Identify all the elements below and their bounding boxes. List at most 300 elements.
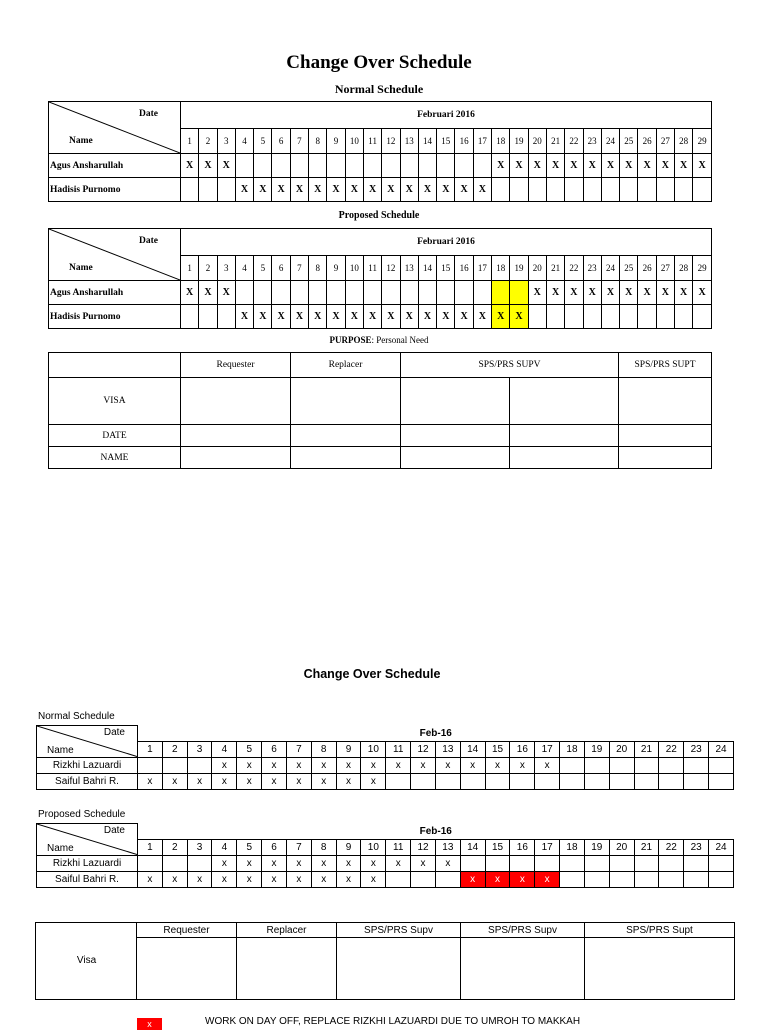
day-cell[interactable] [199,178,217,202]
day-cell[interactable]: X [235,178,253,202]
day-cell[interactable]: X [583,281,601,305]
day-header-13: 13 [435,741,460,757]
day-cell[interactable] [693,178,712,202]
date-cell[interactable] [291,425,401,447]
date-cell[interactable] [619,425,712,447]
page-title: Change Over Schedule [286,52,472,73]
day-cell[interactable] [659,871,684,887]
day-cell[interactable] [162,757,187,773]
day-cell[interactable] [400,154,418,178]
day-cell[interactable]: X [620,281,638,305]
day-cell[interactable] [510,773,535,789]
day-cell[interactable]: X [601,154,619,178]
signature-cell[interactable] [619,378,712,425]
day-cell[interactable] [528,305,546,329]
day-cell[interactable]: X [345,178,363,202]
day-cell[interactable]: X [254,178,272,202]
day-cell[interactable]: x [535,871,560,887]
day-header-15: 15 [437,256,455,281]
day-cell[interactable] [634,871,659,887]
day-header-16: 16 [455,129,473,154]
day-header-26: 26 [638,256,656,281]
day-cell[interactable]: x [138,871,163,887]
day-cell[interactable] [435,773,460,789]
day-cell[interactable] [418,154,436,178]
day-cell[interactable]: x [411,855,436,871]
day-cell[interactable] [290,154,308,178]
day-cell[interactable]: X [235,305,253,329]
day-cell[interactable]: X [181,154,199,178]
approval-table-2 [35,922,735,1000]
day-cell[interactable]: x [460,757,485,773]
day-cell[interactable]: X [528,154,546,178]
name-cell[interactable] [181,447,291,469]
employee-name: Agus Ansharullah [49,154,181,178]
day-cell[interactable]: X [693,154,712,178]
day-cell[interactable] [546,305,564,329]
day-cell[interactable]: x [262,871,287,887]
day-cell[interactable]: X [363,178,381,202]
day-header-27: 27 [656,129,674,154]
day-header-22: 22 [659,839,684,855]
day-cell[interactable]: x [336,855,361,871]
day-cell[interactable] [583,305,601,329]
day-cell[interactable] [510,281,528,305]
day-cell[interactable]: x [212,855,237,871]
day-header-15: 15 [485,741,510,757]
signature-cell[interactable] [461,938,585,1000]
day-cell[interactable]: X [510,154,528,178]
day-cell[interactable]: X [675,154,693,178]
day-cell[interactable]: x [386,757,411,773]
day-cell[interactable] [435,871,460,887]
day-cell[interactable]: x [237,871,262,887]
day-cell[interactable]: x [361,871,386,887]
day-cell[interactable] [601,178,619,202]
day-header-20: 20 [609,839,634,855]
day-header-17: 17 [473,129,491,154]
day-cell[interactable]: X [675,281,693,305]
day-cell[interactable] [546,178,564,202]
day-cell[interactable] [620,305,638,329]
day-cell[interactable] [709,757,734,773]
day-cell[interactable]: x [237,773,262,789]
day-cell[interactable] [272,281,290,305]
day-cell[interactable] [345,154,363,178]
day-header-3: 3 [187,839,212,855]
day-cell[interactable] [510,178,528,202]
signature-cell[interactable] [291,378,401,425]
schedule-row [37,871,734,887]
day-cell[interactable]: X [418,178,436,202]
day-cell[interactable]: X [199,154,217,178]
day-cell[interactable] [386,773,411,789]
day-cell[interactable]: x [262,855,287,871]
day-cell[interactable]: x [262,757,287,773]
day-cell[interactable]: X [254,305,272,329]
day-cell[interactable]: X [217,154,235,178]
day-cell[interactable] [181,305,199,329]
day-cell[interactable]: X [492,305,510,329]
day-cell[interactable] [634,773,659,789]
date-header-label: Date [103,727,125,738]
day-cell[interactable] [535,855,560,871]
day-cell[interactable]: x [237,855,262,871]
day-cell[interactable]: x [187,871,212,887]
day-cell[interactable] [565,305,583,329]
day-cell[interactable] [162,855,187,871]
day-header-14: 14 [460,741,485,757]
day-cell[interactable] [492,178,510,202]
day-cell[interactable] [309,281,327,305]
day-cell[interactable] [638,305,656,329]
signature-cell[interactable] [510,378,619,425]
month-header: Feb-16 [138,824,734,840]
day-header-6: 6 [272,256,290,281]
day-header-10: 10 [361,839,386,855]
employee-name: Agus Ansharullah [49,281,181,305]
day-cell[interactable]: x [286,757,311,773]
day-cell[interactable] [565,178,583,202]
day-cell[interactable] [675,178,693,202]
day-cell[interactable] [638,178,656,202]
day-cell[interactable] [386,871,411,887]
day-header-5: 5 [237,741,262,757]
day-cell[interactable] [656,305,674,329]
day-cell[interactable] [560,773,585,789]
day-cell[interactable] [411,773,436,789]
day-cell[interactable]: x [510,757,535,773]
purpose-line [0,335,758,345]
day-cell[interactable] [528,178,546,202]
proposed-schedule-table [48,228,712,329]
day-cell[interactable] [187,757,212,773]
day-cell[interactable] [485,855,510,871]
day-cell[interactable]: X [473,178,491,202]
day-header-5: 5 [237,839,262,855]
day-cell[interactable] [437,154,455,178]
day-cell[interactable]: X [492,154,510,178]
month-header: Feb-16 [138,726,734,742]
proposed-schedule-label-2: Proposed Schedule [38,809,126,820]
schedule-row [49,281,712,305]
approval-row-label-visa: Visa [76,955,97,966]
normal-schedule-label: Normal Schedule [334,82,424,96]
day-header-23: 23 [583,129,601,154]
day-cell[interactable] [609,871,634,887]
day-cell[interactable] [583,178,601,202]
day-cell[interactable]: x [435,757,460,773]
day-cell[interactable] [327,281,345,305]
day-cell[interactable]: x [286,855,311,871]
month-header: Februari 2016 [181,229,712,256]
day-cell[interactable] [560,855,585,871]
signature-cell[interactable] [401,378,510,425]
day-cell[interactable]: x [311,871,336,887]
day-cell[interactable]: X [309,178,327,202]
day-cell[interactable]: X [546,154,564,178]
day-header-10: 10 [361,741,386,757]
day-cell[interactable] [411,871,436,887]
day-cell[interactable] [345,281,363,305]
approval-corner-cell [49,353,181,378]
day-cell[interactable] [693,305,712,329]
day-cell[interactable]: x [361,855,386,871]
day-cell[interactable]: X [382,178,400,202]
day-cell[interactable] [684,757,709,773]
page-title-2: Change Over Schedule [303,667,441,681]
employee-name: Saiful Bahri R. [37,773,138,789]
signature-cell[interactable] [181,378,291,425]
day-cell[interactable] [659,855,684,871]
day-cell[interactable]: X [638,281,656,305]
day-cell[interactable] [473,154,491,178]
day-header-19: 19 [510,256,528,281]
day-header-15: 15 [485,839,510,855]
signature-cell[interactable] [137,938,237,1000]
approval-row-label-visa: VISA [49,378,181,425]
day-cell[interactable] [217,178,235,202]
day-cell[interactable] [235,281,253,305]
day-cell[interactable]: x [336,773,361,789]
day-cell[interactable]: X [363,305,381,329]
signature-cell[interactable] [337,938,461,1000]
schedule-row [37,855,734,871]
day-header-17: 17 [535,839,560,855]
day-header-20: 20 [609,741,634,757]
day-cell[interactable]: X [181,281,199,305]
day-cell[interactable] [400,281,418,305]
day-cell[interactable] [584,773,609,789]
day-header-7: 7 [286,741,311,757]
day-cell[interactable] [584,855,609,871]
day-cell[interactable]: X [309,305,327,329]
day-header-20: 20 [528,129,546,154]
day-cell[interactable]: X [583,154,601,178]
day-cell[interactable]: x [435,855,460,871]
approval-header-replacer: Replacer [291,353,401,378]
day-cell[interactable]: X [546,281,564,305]
day-cell[interactable] [659,773,684,789]
day-cell[interactable] [309,154,327,178]
day-cell[interactable]: x [138,773,163,789]
day-cell[interactable] [254,281,272,305]
day-cell[interactable] [709,855,734,871]
day-cell[interactable] [485,773,510,789]
day-cell[interactable]: x [311,773,336,789]
day-header-13: 13 [435,839,460,855]
day-cell[interactable]: x [162,871,187,887]
day-cell[interactable]: X [656,154,674,178]
day-cell[interactable]: x [411,757,436,773]
day-cell[interactable]: x [361,757,386,773]
day-cell[interactable]: X [290,178,308,202]
day-cell[interactable]: x [311,855,336,871]
day-cell[interactable]: X [272,178,290,202]
day-cell[interactable] [634,855,659,871]
day-cell[interactable] [535,773,560,789]
day-cell[interactable]: X [217,281,235,305]
signature-cell[interactable] [237,938,337,1000]
day-cell[interactable] [290,281,308,305]
day-header-19: 19 [584,741,609,757]
day-cell[interactable] [418,281,436,305]
day-cell[interactable]: X [437,305,455,329]
day-cell[interactable]: X [418,305,436,329]
day-cell[interactable]: X [528,281,546,305]
day-cell[interactable]: X [656,281,674,305]
name-cell[interactable] [510,447,619,469]
day-header-12: 12 [382,129,400,154]
day-cell[interactable]: X [400,305,418,329]
day-cell[interactable]: X [473,305,491,329]
day-cell[interactable] [363,281,381,305]
day-cell[interactable]: x [535,757,560,773]
day-cell[interactable]: x [212,773,237,789]
day-header-14: 14 [460,839,485,855]
day-cell[interactable] [560,871,585,887]
day-cell[interactable] [138,855,163,871]
day-cell[interactable] [510,855,535,871]
day-cell[interactable] [199,305,217,329]
day-header-13: 13 [400,129,418,154]
day-cell[interactable]: x [212,871,237,887]
day-cell[interactable] [634,757,659,773]
employee-name: Rizkhi Lazuardi [37,855,138,871]
day-cell[interactable]: x [336,757,361,773]
name-cell[interactable] [401,447,510,469]
day-header-1: 1 [138,741,163,757]
day-cell[interactable]: X [620,154,638,178]
day-cell[interactable] [609,757,634,773]
day-cell[interactable]: x [485,871,510,887]
day-header-11: 11 [386,839,411,855]
date-header-label: Date [103,825,125,836]
day-cell[interactable]: X [327,178,345,202]
day-cell[interactable]: x [286,773,311,789]
day-cell[interactable]: x [361,773,386,789]
day-cell[interactable]: X [290,305,308,329]
day-cell[interactable] [584,871,609,887]
day-cell[interactable] [609,773,634,789]
day-cell[interactable] [560,757,585,773]
day-cell[interactable]: x [510,871,535,887]
day-header-21: 21 [546,256,564,281]
day-cell[interactable]: X [565,154,583,178]
day-cell[interactable]: X [601,281,619,305]
name-cell[interactable] [291,447,401,469]
day-cell[interactable] [584,757,609,773]
day-cell[interactable]: X [565,281,583,305]
day-cell[interactable]: x [311,757,336,773]
day-header-8: 8 [309,129,327,154]
day-cell[interactable] [455,154,473,178]
day-cell[interactable]: x [187,773,212,789]
day-cell[interactable] [659,757,684,773]
day-cell[interactable]: X [382,305,400,329]
day-cell[interactable] [709,773,734,789]
day-cell[interactable]: X [400,178,418,202]
day-cell[interactable]: x [237,757,262,773]
day-cell[interactable] [235,154,253,178]
day-header-12: 12 [382,256,400,281]
date-cell[interactable] [181,425,291,447]
day-cell[interactable]: X [638,154,656,178]
day-cell[interactable]: x [162,773,187,789]
day-cell[interactable] [684,773,709,789]
day-cell[interactable] [138,757,163,773]
day-cell[interactable] [473,281,491,305]
day-header-16: 16 [510,839,535,855]
day-cell[interactable]: X [437,178,455,202]
day-cell[interactable]: x [485,757,510,773]
day-cell[interactable]: x [212,757,237,773]
day-cell[interactable] [609,855,634,871]
day-header-18: 18 [560,741,585,757]
day-cell[interactable] [675,305,693,329]
day-cell[interactable] [437,281,455,305]
day-header-25: 25 [620,256,638,281]
day-cell[interactable] [382,154,400,178]
date-cell[interactable] [510,425,619,447]
day-cell[interactable] [684,871,709,887]
day-cell[interactable]: x [286,871,311,887]
day-cell[interactable] [217,305,235,329]
day-cell[interactable] [455,281,473,305]
day-cell[interactable] [460,855,485,871]
day-header-10: 10 [345,129,363,154]
day-header-2: 2 [162,741,187,757]
approval-header-requester: Requester [181,353,291,378]
day-cell[interactable] [620,178,638,202]
signature-cell[interactable] [585,938,735,1000]
date-name-header-cell [49,102,181,154]
name-cell[interactable] [619,447,712,469]
day-cell[interactable] [254,154,272,178]
day-cell[interactable]: X [510,305,528,329]
day-cell[interactable] [460,773,485,789]
day-cell[interactable] [327,154,345,178]
day-cell[interactable]: X [693,281,712,305]
day-cell[interactable] [601,305,619,329]
date-name-header-cell [37,726,138,758]
day-cell[interactable]: X [455,178,473,202]
day-cell[interactable]: x [262,773,287,789]
day-cell[interactable]: X [272,305,290,329]
purpose-value: : Personal Need [371,335,429,345]
day-cell[interactable] [709,871,734,887]
day-cell[interactable] [363,154,381,178]
date-cell[interactable] [401,425,510,447]
day-cell[interactable] [181,178,199,202]
day-cell[interactable]: x [460,871,485,887]
day-cell[interactable] [272,154,290,178]
day-cell[interactable] [684,855,709,871]
day-cell[interactable]: x [386,855,411,871]
day-cell[interactable]: X [199,281,217,305]
day-cell[interactable] [382,281,400,305]
approval-header-replacer: Replacer [237,923,337,938]
day-header-1: 1 [181,256,199,281]
day-cell[interactable] [492,281,510,305]
day-cell[interactable]: X [327,305,345,329]
day-cell[interactable] [656,178,674,202]
day-cell[interactable] [187,855,212,871]
day-cell[interactable]: X [345,305,363,329]
day-header-21: 21 [546,129,564,154]
day-cell[interactable]: X [455,305,473,329]
day-cell[interactable]: x [336,871,361,887]
